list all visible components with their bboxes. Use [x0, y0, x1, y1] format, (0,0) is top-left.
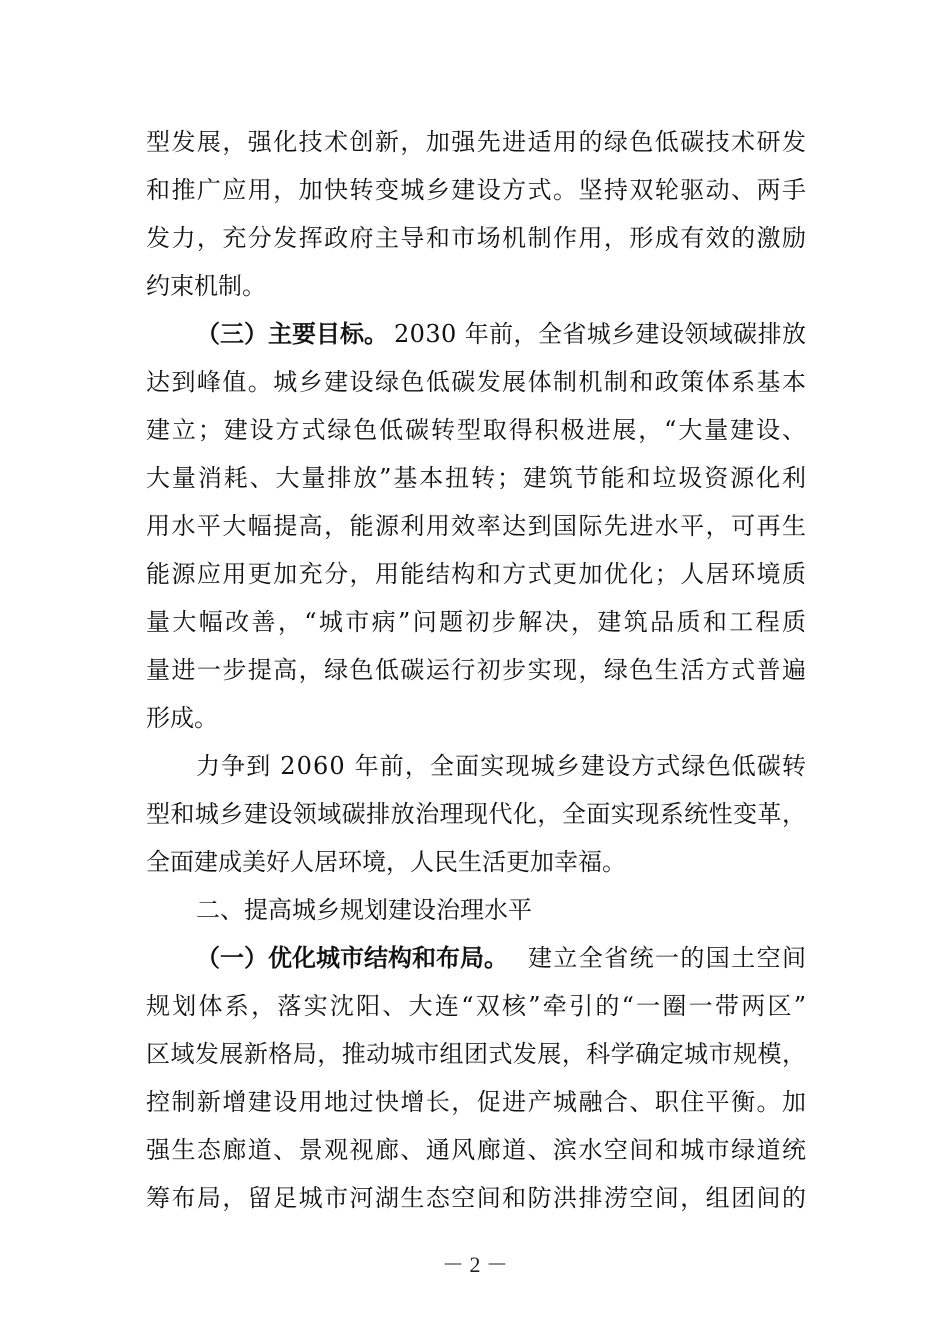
- line-text: 型发展，强化技术创新，加强先进适用的绿色低碳技术研发: [146, 128, 808, 156]
- line-text: 2030 年前，全省城乡建设领域碳排放: [394, 320, 807, 348]
- text-line: [0, 314, 950, 354]
- text-line: [0, 506, 950, 546]
- text-line: [0, 938, 950, 978]
- text-line: [0, 218, 950, 258]
- text-line: [0, 842, 950, 882]
- line-text: 区域发展新格局，推动城市组团式发展，科学确定城市规模，: [146, 1040, 807, 1068]
- line-text: 规划体系，落实沈阳、大连“双核”牵引的“一圈一带两区”: [146, 992, 809, 1020]
- text-line: [0, 698, 950, 738]
- line-text: 建立；建设方式绿色低碳转型取得积极进展，“大量建设、: [146, 416, 808, 444]
- line-text: 发力，充分发挥政府主导和市场机制作用，形成有效的激励: [146, 224, 808, 252]
- text-line: [0, 410, 950, 450]
- line-text: 型和城乡建设领域碳排放治理现代化，全面实现系统性变革，: [146, 800, 807, 828]
- text-line: [0, 986, 950, 1026]
- text-line: [0, 890, 950, 930]
- text-line: [0, 122, 950, 162]
- text-line: [0, 650, 950, 690]
- text-line: [0, 746, 950, 786]
- line-text: 控制新增建设用地过快增长，促进产城融合、职住平衡。加: [146, 1088, 808, 1116]
- text-line: [0, 1034, 950, 1074]
- text-line: [0, 794, 950, 834]
- text-line: [0, 554, 950, 594]
- text-line: [0, 362, 950, 402]
- text-line: [0, 1082, 950, 1122]
- line-text: 达到峰值。城乡建设绿色低碳发展体制机制和政策体系基本: [146, 368, 808, 396]
- line-text: 形成。: [146, 704, 218, 732]
- line-text: 筹布局，留足城市河湖生态空间和防洪排涝空间，组团间的: [146, 1184, 808, 1212]
- text-line: [0, 458, 950, 498]
- line-text: 约束机制。: [146, 272, 266, 300]
- line-text: 用水平大幅提高，能源利用效率达到国际先进水平，可再生: [146, 512, 808, 540]
- text-line: [0, 1178, 950, 1218]
- line-text: 能源应用更加充分，用能结构和方式更加优化；人居环境质: [146, 560, 808, 588]
- section-heading: 二、提高城乡规划建设治理水平: [196, 896, 532, 924]
- paragraph-title: （一）优化城市结构和布局。: [196, 944, 508, 972]
- page-number: － 2 －: [441, 1252, 508, 1277]
- text-line: [0, 266, 950, 306]
- line-text: 强生态廊道、景观视廊、通风廊道、滨水空间和城市绿道统: [146, 1136, 808, 1164]
- line-text: 量大幅改善，“城市病”问题初步解决，建筑品质和工程质: [146, 608, 809, 636]
- line-text: 和推广应用，加快转变城乡建设方式。坚持双轮驱动、两手: [146, 176, 808, 204]
- line-text: 力争到 2060 年前，全面实现城乡建设方式绿色低碳转: [196, 752, 808, 780]
- line-text: 量进一步提高，绿色低碳运行初步实现，绿色生活方式普遍: [146, 656, 808, 684]
- text-line: [0, 602, 950, 642]
- text-line: [0, 1130, 950, 1170]
- line-text: 全面建成美好人居环境，人民生活更加幸福。: [146, 848, 626, 876]
- text-line: [0, 170, 950, 210]
- line-text: 建立全省统一的国土空间: [528, 944, 808, 972]
- line-text: 大量消耗、大量排放”基本扭转；建筑节能和垃圾资源化利: [146, 464, 808, 492]
- paragraph-title: （三）主要目标。: [196, 320, 388, 348]
